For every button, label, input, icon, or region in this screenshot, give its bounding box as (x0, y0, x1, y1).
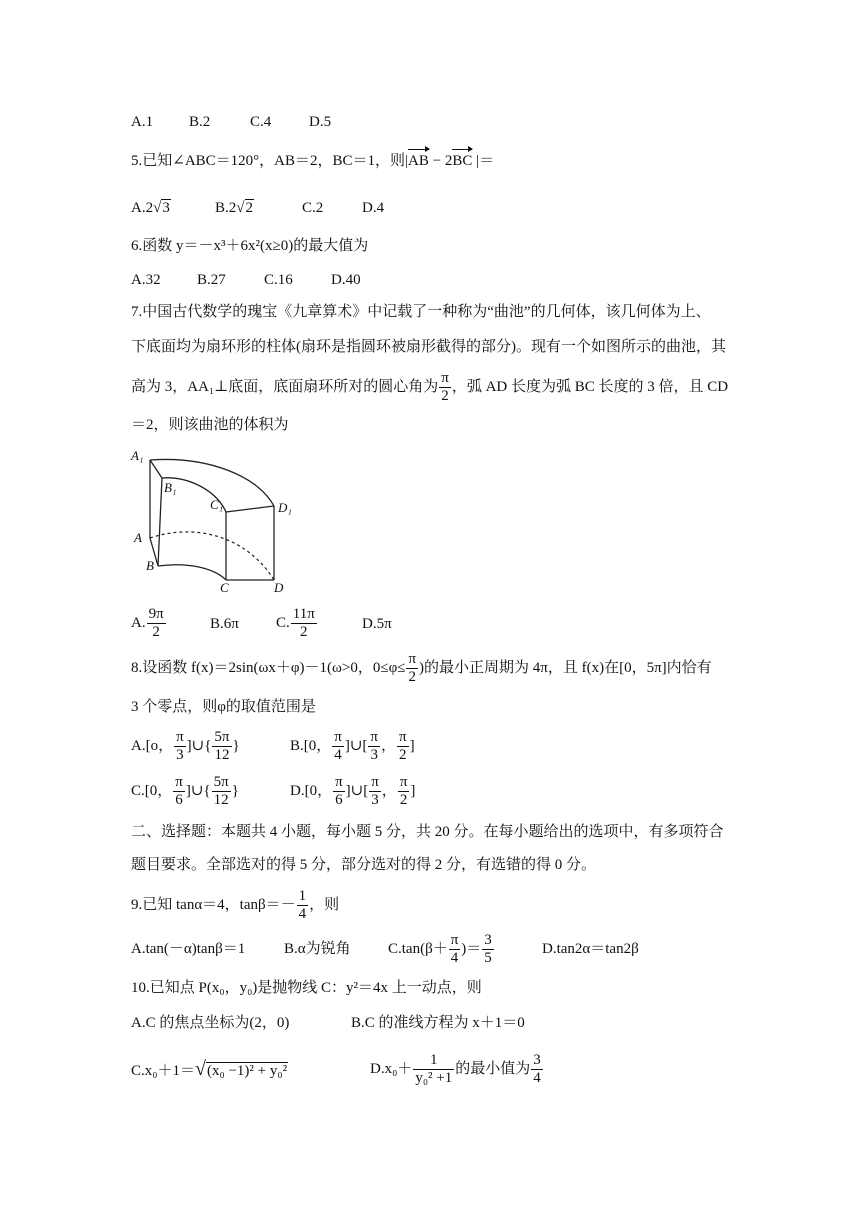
section-2-line-2: 题目要求。全部选对的得 5 分，部分选对的得 2 分，有选错的得 0 分。 (131, 857, 597, 873)
q5-option-d: D.4 (362, 200, 385, 216)
q5-option-b (215, 198, 254, 218)
edge-a1-b1 (150, 460, 162, 478)
q9-option-b: B.α为锐角 (284, 941, 351, 957)
q8-option-a-start: A.[o， (131, 738, 174, 754)
fraction-numerator: π (441, 370, 449, 387)
q8-option-a-union: ]∪{ (186, 738, 212, 754)
fraction-denominator: 3 (371, 792, 379, 809)
q9-option-a: A.tan(－α)tanβ＝1 (131, 941, 246, 957)
q6-option-d: D.40 (331, 272, 361, 288)
q8-phi-bound-fraction (406, 651, 418, 686)
q8-option-c (131, 770, 239, 812)
q8-option-c-union: ]∪{ (185, 783, 211, 799)
q8-line-1-end: )的最小正周期为 4π，且 f(x)在[0，5π]内恰有 (419, 660, 712, 676)
q9-option-c-start: C.tan(β＋ (388, 941, 448, 957)
fraction-denominator: 2 (300, 624, 308, 641)
q7-option-b: B.6π (210, 616, 239, 632)
q4-option-d: D.5 (309, 114, 332, 130)
fraction-denominator: 6 (335, 792, 343, 809)
q8-option-c-start: C.[0， (131, 783, 173, 799)
label-c: C (220, 580, 229, 595)
fraction-denominator: 4 (533, 1070, 541, 1087)
sqrt-sign: √ (195, 1058, 206, 1080)
fraction (397, 729, 409, 764)
q9-option-d: D.tan2α＝tan2β (542, 941, 639, 957)
fraction (398, 774, 410, 809)
q7-line-1: 7.中国古代数学的瑰宝《九章算术》中记载了一种称为“曲池”的几何体，该几何体为上、 (131, 304, 711, 320)
edge-b1-b (158, 478, 162, 566)
fraction-denominator: 12 (213, 792, 229, 809)
q7-option-d: D.5π (362, 616, 392, 632)
fraction-denominator: 4 (334, 747, 342, 764)
q9-option-c-equals: )＝ (461, 941, 482, 957)
q7-line-3-end: ，弧 AD 长度为弧 BC 长度的 3 倍，且 CD (451, 379, 729, 395)
fraction-denominator: y₀² +1 (415, 1070, 453, 1087)
sqrt-sign: √2 (236, 200, 253, 216)
q5-option-b-radicand: 2 (245, 200, 253, 216)
fraction-numerator: 1 (413, 1052, 454, 1070)
label-a: A (134, 530, 142, 545)
q4-option-c: C.4 (250, 114, 272, 130)
edge-d1-c1 (226, 506, 274, 512)
fraction-denominator: 2 (399, 792, 408, 809)
q5-vector-bc: BC (452, 153, 473, 169)
q8-option-b-union: ]∪[ (344, 738, 368, 754)
q5-option-b-coef: B.2 (215, 200, 237, 216)
q5-minus: − 2 (428, 153, 453, 169)
q6-option-a: A.32 (131, 272, 161, 288)
fraction (212, 774, 231, 809)
q8-option-b-start: B.[0， (290, 738, 332, 754)
q5-option-a-coef: A.2 (131, 200, 154, 216)
label-a1: A₁ (131, 448, 144, 463)
label-c1: C₁ (210, 497, 224, 512)
fraction-numerator: 5π (214, 729, 230, 746)
q8-option-a-end: } (232, 738, 240, 754)
fraction-numerator: π (450, 932, 459, 949)
fraction (174, 729, 186, 764)
curved-pool-svg (128, 446, 300, 596)
q9-option-c (388, 928, 495, 970)
q9-stem-end: ，则 (309, 897, 340, 913)
q8-option-d (290, 770, 415, 812)
q8-line-1 (131, 647, 712, 689)
label-b1: B₁ (164, 480, 177, 495)
q5-option-c: C.2 (302, 200, 324, 216)
fraction (531, 1052, 543, 1087)
bottom-outer-arc-hidden (150, 532, 274, 580)
q7-option-a-letter: A. (131, 615, 146, 631)
section-2-line-1: 二、选择题：本题共 4 小题，每小题 5 分，共 20 分。在每小题给出的选项中，有多项符合 (131, 824, 724, 840)
fraction-denominator: 2 (399, 747, 407, 764)
fraction (413, 1052, 454, 1087)
fraction (332, 729, 344, 764)
fraction-denominator: 4 (298, 906, 307, 923)
fraction-denominator: 2 (441, 388, 449, 405)
fraction-denominator: 3 (370, 747, 378, 764)
q7-line-2: 下底面均为扇环形的柱体(扇环是指圆环被扇形截得的部分)。现有一个如图所示的曲池，其 (131, 339, 726, 355)
q9-stem-start: 9.已知 tanα＝4，tanβ＝－ (131, 897, 296, 913)
fraction-denominator: 5 (484, 950, 492, 967)
fraction-numerator: 3 (533, 1052, 541, 1069)
q7-option-a (131, 601, 167, 645)
q7-line-4: ＝2，则该曲池的体积为 (131, 417, 289, 433)
q9-fraction (297, 888, 309, 923)
q8-option-a (131, 725, 240, 767)
q10-option-d-text: 的最小值为 (455, 1061, 531, 1077)
q5-vector-ab: AB (408, 153, 429, 169)
fraction (212, 729, 231, 764)
fraction (173, 774, 185, 809)
q9-stem (131, 884, 339, 926)
q10-stem: 10.已知点 P(x₀，y₀)是抛物线 C：y²＝4x 上一动点，则 (131, 980, 482, 996)
fraction-numerator: 3 (484, 932, 492, 949)
q8-option-d-comma: ， (381, 783, 397, 799)
fraction (449, 932, 461, 967)
q8-line-2: 3 个零点，则φ的取值范围是 (131, 699, 316, 715)
fraction-numerator: 1 (298, 888, 307, 905)
q7-option-c (276, 601, 318, 645)
q5-stem-start: 5.已知∠ABC＝120°，AB＝2，BC＝1，则| (131, 153, 409, 169)
q6-stem: 6.函数 y＝－x³＋6x²(x≥0)的最大值为 (131, 238, 369, 254)
label-d: D (274, 580, 284, 595)
q6-option-b: B.27 (197, 272, 226, 288)
fraction-denominator: 6 (175, 792, 183, 809)
q7-angle-fraction (439, 370, 451, 405)
bottom-inner-arc (158, 565, 226, 580)
q5-stem (131, 151, 494, 171)
label-d1: D₁ (278, 500, 292, 515)
q8-option-b (290, 725, 415, 767)
fraction-numerator: π (370, 729, 378, 746)
q8-option-d-start: D.[0， (290, 783, 333, 799)
q10-option-c-start: C.x₀＋1＝ (131, 1063, 195, 1079)
fraction-numerator: 5π (213, 774, 229, 791)
fraction-numerator: π (334, 729, 342, 746)
q7-option-c-fraction (291, 606, 317, 641)
fraction-numerator: π (371, 774, 379, 791)
sqrt-sign: √3 (153, 200, 170, 216)
q7-line-3-start: 高为 3，AA₁⊥底面，底面扇环所对的圆心角为 (131, 379, 439, 395)
q10-option-d-start: D.x₀＋ (370, 1061, 413, 1077)
q4-option-b: B.2 (189, 114, 211, 130)
q10-option-a: A.C 的焦点坐标为(2，0) (131, 1015, 290, 1031)
fraction (368, 729, 380, 764)
fraction-denominator: 2 (152, 624, 160, 641)
fraction-numerator: π (176, 729, 184, 746)
fraction (369, 774, 381, 809)
curved-pool-figure (128, 446, 300, 596)
q5-option-a-radicand: 3 (162, 200, 170, 216)
q8-option-d-end: ] (410, 783, 416, 799)
fraction-denominator: 3 (176, 747, 184, 764)
q8-option-c-end: } (231, 783, 239, 799)
q10-option-d (370, 1048, 544, 1090)
q5-stem-end: |＝ (472, 153, 495, 169)
q10-option-c-radicand: (x₀ −1)² + y₀² (206, 1063, 288, 1079)
q8-option-d-union: ]∪[ (345, 783, 369, 799)
q4-option-a: A.1 (131, 114, 154, 130)
q10-option-c-radical (206, 1050, 288, 1092)
q7-option-c-letter: C. (276, 615, 290, 631)
fraction-numerator: π (175, 774, 183, 791)
q6-option-c: C.16 (264, 272, 293, 288)
q7-line-3 (131, 366, 728, 408)
fraction-denominator: 2 (408, 669, 416, 686)
label-b: B (146, 558, 154, 573)
q5-option-a (131, 198, 171, 218)
fraction-numerator: π (408, 651, 417, 668)
fraction (482, 932, 494, 967)
fraction-numerator: 11π (292, 606, 315, 623)
q10-option-c (131, 1048, 288, 1092)
q7-option-a-fraction (147, 606, 166, 641)
q8-line-1-start: 8.设函数 f(x)＝2sin(ωx＋φ)－1(ω>0，0≤φ≤ (131, 660, 406, 676)
q8-option-b-end: ] (409, 738, 415, 754)
fraction-numerator: π (399, 729, 407, 746)
fraction-numerator: π (335, 774, 343, 791)
fraction-numerator: 9π (148, 606, 164, 623)
fraction-denominator: 12 (214, 747, 230, 764)
q10-option-b: B.C 的准线方程为 x＋1＝0 (351, 1015, 525, 1031)
fraction-denominator: 4 (450, 950, 459, 967)
q8-option-b-comma: ， (380, 738, 396, 754)
fraction-numerator: π (399, 774, 408, 791)
fraction (333, 774, 345, 809)
